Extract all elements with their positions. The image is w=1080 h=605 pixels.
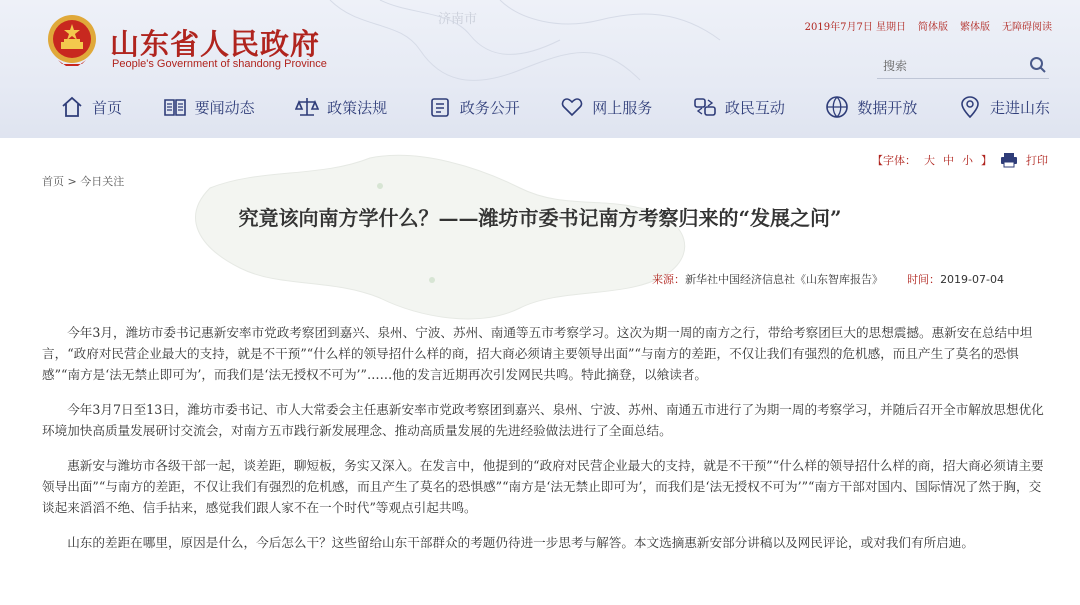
home-icon <box>60 95 84 119</box>
time-value: 2019-07-04 <box>940 273 1004 286</box>
font-size-label: 【字体： <box>872 154 916 167</box>
time-label: 时间： <box>907 273 941 286</box>
font-size-small[interactable]: 小 <box>962 154 973 167</box>
article-title: 究竟该向南方学什么？——潍坊市委书记南方考察归来的“发展之问” <box>238 206 842 230</box>
site-subtitle: People's Government of shandong Province <box>112 58 327 70</box>
article-paragraph: 惠新安与潍坊市各级干部一起，谈差距，聊短板，务实又深入。在发言中，他提到的“政府对民营企业最大的支持，就是不干预”“什么样的领导招什么样的商，招大商必须请主要领导出面”“与南方的差距，不仅让我们有强烈的危机感，而且产生了莫名的恐惧感”“南方是‘法无禁止即可为’，而我们是‘法无授权不可为’”“南方干部对国内、国际情况了然于胸，交谈起来滔滔不绝、信手拈来，感觉我们跟人家不在一个时代”等观点引起共鸣。 <box>42 458 1044 515</box>
main-nav <box>60 90 1050 124</box>
site-title: 山东省人民政府 <box>110 27 321 61</box>
article-body <box>42 322 1048 567</box>
nav-item-policy[interactable] <box>295 90 387 124</box>
breadcrumb <box>42 173 124 189</box>
nav-item-open-government[interactable] <box>428 90 520 124</box>
search-box <box>877 52 1049 79</box>
breadcrumb-separator: > <box>67 175 77 188</box>
link-simplified[interactable]: 简体版 <box>918 22 948 33</box>
top-links <box>805 18 1052 33</box>
search-icon[interactable] <box>1029 56 1047 74</box>
article-tools <box>872 152 1048 168</box>
nav-item-online-services[interactable] <box>560 90 652 124</box>
heart-icon <box>560 95 584 119</box>
print-button[interactable]: 打印 <box>1026 154 1048 167</box>
news-icon <box>163 95 187 119</box>
nav-item-interaction[interactable] <box>693 90 785 124</box>
article-time <box>907 271 1004 287</box>
map-pin-icon <box>958 95 982 119</box>
nav-item-about-shandong[interactable] <box>958 90 1050 124</box>
national-emblem-logo <box>46 12 98 70</box>
nav-label: 网上服务 <box>592 98 653 117</box>
source-value: 新华社中国经济信息社《山东智库报告》 <box>685 273 884 286</box>
font-size-close: 】 <box>981 154 992 167</box>
interaction-icon <box>693 95 717 119</box>
article-source <box>652 271 883 287</box>
breadcrumb-home[interactable]: 首页 <box>42 175 64 188</box>
map-city-label: 济南市 <box>438 12 478 27</box>
article-paragraph: 山东的差距在哪里，原因是什么，今后怎么干？这些留给山东干部群众的考题仍待进一步思考与解答。本文选摘惠新安部分讲稿以及网民评论，或对我们有所启迪。 <box>67 535 974 550</box>
nav-item-open-data[interactable] <box>825 90 917 124</box>
current-date: 2019年7月7日 星期日 <box>804 22 906 33</box>
article-page <box>0 138 1080 605</box>
breadcrumb-current[interactable]: 今日关注 <box>80 175 125 188</box>
nav-label: 走进山东 <box>989 98 1050 117</box>
globe-icon <box>825 95 849 119</box>
search-input[interactable] <box>881 55 1025 77</box>
article-meta <box>652 271 1004 287</box>
nav-item-news[interactable] <box>163 90 255 124</box>
font-size-large[interactable]: 大 <box>924 154 935 167</box>
nav-item-home[interactable] <box>60 90 122 124</box>
print-icon[interactable] <box>1000 152 1018 168</box>
link-accessibility[interactable]: 无障碍阅读 <box>1002 22 1052 33</box>
nav-label: 数据开放 <box>857 98 918 117</box>
link-traditional[interactable]: 繁体版 <box>960 22 990 33</box>
nav-label: 政务公开 <box>459 98 520 117</box>
scale-icon <box>295 95 319 119</box>
font-size-medium[interactable]: 中 <box>943 154 954 167</box>
site-header <box>0 0 1080 138</box>
article-paragraph: 今年3月7日至13日，潍坊市委书记、市人大常委会主任惠新安率市党政考察团到嘉兴、泉州、宁波、苏州、南通五市进行了为期一周的考察学习，并随后召开全市解放思想优化环境加快高质量发展研讨交流会，对南方五市践行新发展理念、推动高质量发展的先进经验做法进行了全面总结。 <box>42 402 1044 438</box>
nav-label: 要闻动态 <box>194 98 255 117</box>
document-icon <box>428 95 452 119</box>
nav-label: 政民互动 <box>724 98 785 117</box>
nav-label: 首页 <box>92 98 123 117</box>
article-paragraph: 今年3月，潍坊市委书记惠新安率市党政考察团到嘉兴、泉州、宁波、苏州、南通等五市考察学习。这次为期一周的南方之行，带给考察团巨大的思想震撼。惠新安在总结中坦言，“政府对民营企业最大的支持，就是不干预”“什么样的领导招什么样的商，招大商必须请主要领导出面”“与南方的差距，不仅让我们有强烈的危机感，而且产生了莫名的恐惧感”“南方是‘法无禁止即可为’，而我们是‘法无授权不可为’”……他的发言近期再次引发网民共鸣。特此摘登，以飨读者。 <box>42 325 1033 382</box>
nav-label: 政策法规 <box>327 98 388 117</box>
source-label: 来源： <box>652 273 686 286</box>
